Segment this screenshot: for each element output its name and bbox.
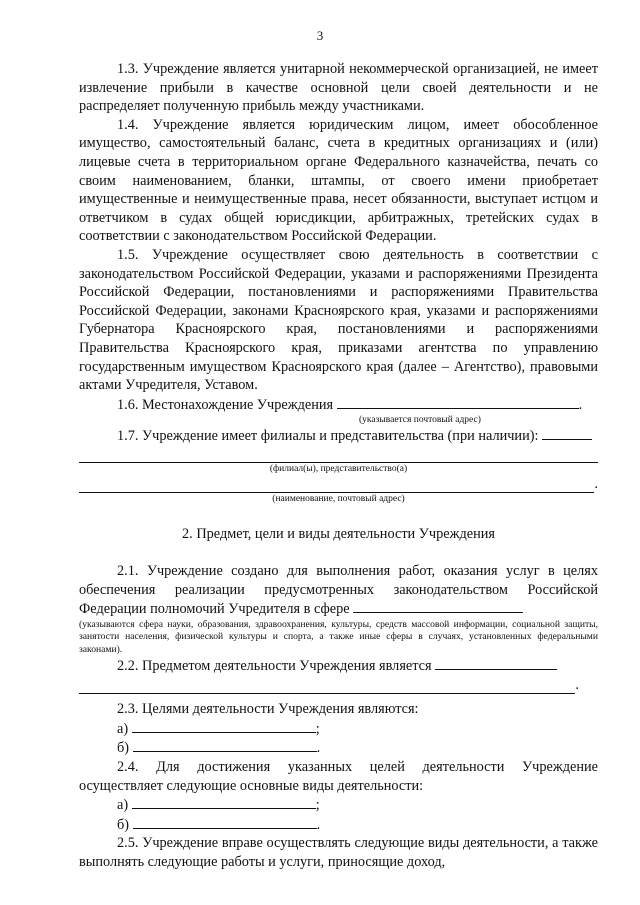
clause-2-1 — [79, 562, 598, 619]
page-number: 3 — [316, 28, 324, 43]
subject-blank-2[interactable] — [79, 677, 575, 694]
clause-2-1-text: 2.1. Учреждение создано для выполнения работ, оказания услуг в целях обеспечения реализации предусмотренных законодательством Российской Федерации полномочий Учредителя в сфере — [79, 563, 598, 618]
goal-item-b-label: б) — [117, 740, 130, 757]
address-blank[interactable] — [337, 395, 579, 409]
activity-item-b-label: б) — [117, 816, 130, 833]
goal-a-blank[interactable] — [132, 719, 316, 733]
activity-item-a-label: а) — [117, 797, 129, 814]
goal-b-blank[interactable] — [133, 738, 317, 752]
branches-caption: (филиал(ы), представительство(а) — [269, 463, 408, 474]
clause-1-7 — [79, 426, 598, 446]
goal-item-b-period: . — [316, 740, 321, 757]
clause-1-4: 1.4. Учреждение является юридическим лицом, имеет обособленное имущество, самостоятельный баланс, счета в кредитных организациях и (или) лицевые счета в территориальном органе Федерального казначейства, печать со своим наименованием, бланки, штампы, от своего имени приобретает имущественные и неимущественные права, несет обязанности, выступает истцом и ответчиком в судах общей юрисдикции, арбитражных, третейских судах в соответствии с законодательством Российской Федерации. — [79, 116, 598, 245]
clause-2-4: 2.4. Для достижения указанных целей деятельности Учреждение осуществляет следующие основные виды деятельности: — [79, 759, 598, 794]
address-caption: (указывается почтовый адрес) — [359, 415, 481, 426]
clause-1-3: 1.3. Учреждение является унитарной некоммерческой организацией, не имеет извлечение прибыли в качестве основной цели своей деятельности и не распределяет полученную прибыль между участниками. — [79, 61, 598, 115]
clause-1-7-label: 1.7. Учреждение имеет филиалы и представительства (при наличии): — [117, 428, 539, 445]
activity-a-blank[interactable] — [132, 795, 316, 809]
branches-period: . — [594, 475, 598, 492]
subject-period: . — [575, 676, 579, 693]
branches-name-row — [79, 475, 598, 494]
goal-item-b — [117, 738, 598, 758]
goal-item-a — [117, 719, 598, 739]
activity-item-b-period: . — [316, 816, 321, 833]
clause-2-2-label: 2.2. Предметом деятельности Учреждения является — [117, 658, 432, 675]
subject-blank-1[interactable] — [435, 656, 557, 670]
clause-2-2 — [79, 656, 598, 676]
subject-row — [79, 676, 579, 695]
clause-1-6-period: . — [578, 396, 583, 413]
clause-1-5: 1.5. Учреждение осуществляет свою деятельность в соответствии с законодательством Российской Федерации, указами и распоряжениями Президента Российской Федерации, постановлениями и распоряжениями Правительства Российской Федерации, законами Красноярского края, указами и распоряжениями Губернатора Красноярского края, постановлениями и распоряжениями Правительства Красноярского края, приказами агентства по управлению государственным имуществом Красноярского края (далее – Агентство), правовыми актами Учредителя, Уставом. — [79, 246, 598, 394]
activity-b-blank[interactable] — [133, 815, 317, 829]
branches-blank-2[interactable] — [79, 446, 598, 463]
activity-item-b — [117, 815, 598, 835]
clause-2-3: 2.3. Целями деятельности Учреждения являются: — [117, 701, 419, 718]
clause-2-5: 2.5. Учреждение вправе осуществлять следующие виды деятельности, а также выполнять следующие работы и услуги, приносящие доход, — [79, 835, 598, 870]
clause-1-6-label: 1.6. Местонахождение Учреждения — [117, 396, 334, 413]
document-body — [79, 60, 598, 872]
activity-item-a-semicolon: ; — [315, 797, 320, 814]
branches-name-caption: (наименование, почтовый адрес) — [272, 494, 405, 505]
goal-item-a-semicolon: ; — [315, 720, 320, 737]
sphere-blank[interactable] — [353, 599, 523, 613]
branches-name-blank[interactable] — [79, 476, 594, 493]
activity-item-a — [117, 795, 598, 815]
sphere-note: (указываются сфера науки, образования, здравоохранения, культуры, средств массовой информации, социальной защиты, занятости населения, физической культуры и спорта, а также иные сферы в случаях, установленных федеральными законами). — [79, 618, 598, 655]
goal-item-a-label: а) — [117, 720, 129, 737]
clause-1-6 — [79, 395, 598, 415]
branches-blank-1[interactable] — [542, 426, 592, 440]
section-2-heading: 2. Предмет, цели и виды деятельности Учреждения — [182, 526, 495, 543]
